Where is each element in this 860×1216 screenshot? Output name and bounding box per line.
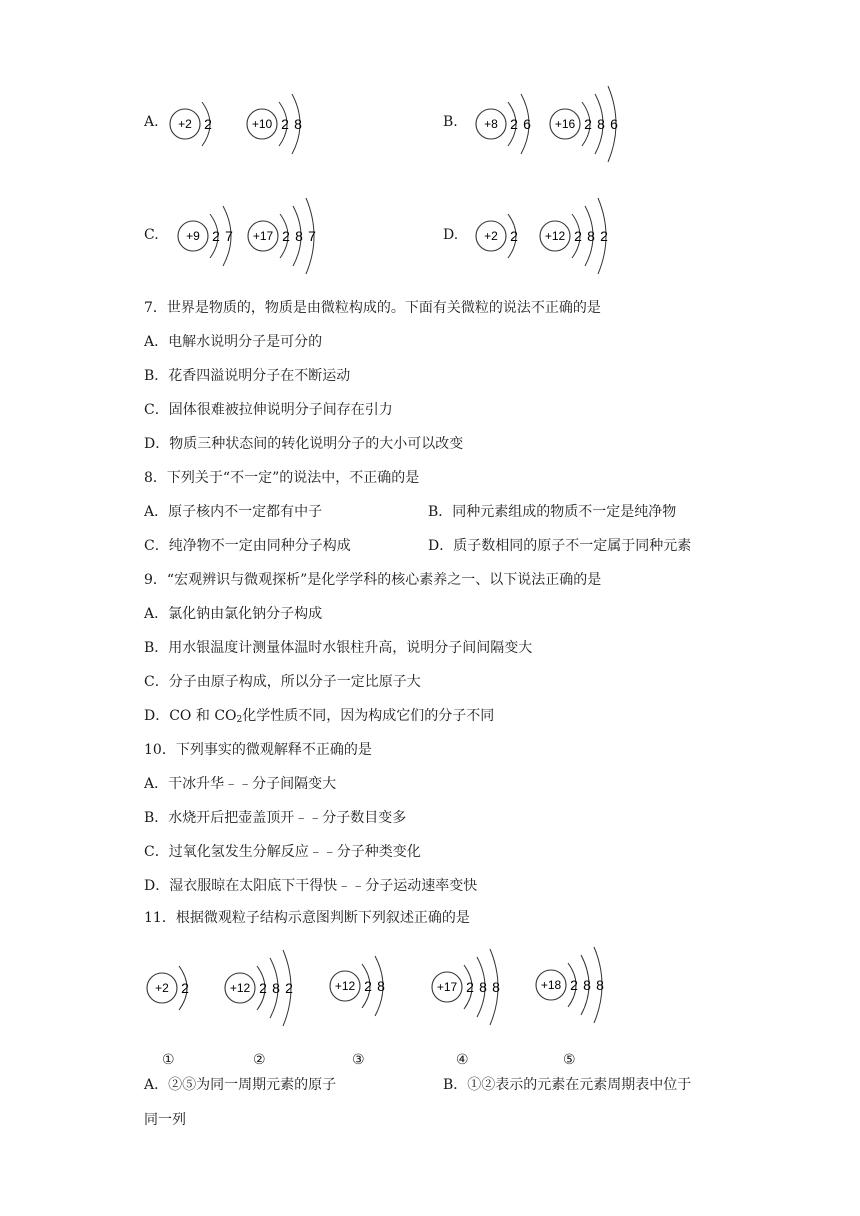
q11-mark-3: ③ xyxy=(352,1052,365,1068)
q9-option-d-suffix: 化学性质不同，因为构成它们的分子不同 xyxy=(242,708,495,724)
q6-option-a-atom-1 xyxy=(168,88,235,164)
q10-option-d: D．湿衣服晾在太阳底下干得快﹣﹣分子运动速率变快 xyxy=(144,878,478,894)
q10-option-a: A．干冰升华﹣﹣分子间隔变大 xyxy=(144,776,337,792)
q6-option-b-atom-1-nucleus-charge: +8 xyxy=(484,117,498,131)
q11-diagram-3-shell-electrons-1: 2 xyxy=(364,978,372,994)
q6-option-a-atom-2-shell-electrons-2: 8 xyxy=(294,116,302,132)
q6-option-c-atom-2-shell-electrons-3: 7 xyxy=(308,228,316,244)
q6-option-b-atom-2-shell-electrons-2: 8 xyxy=(597,116,605,132)
q11-stem: 11．根据微观粒子结构示意图判断下列叙述正确的是 xyxy=(144,910,470,926)
q6-option-c-atom-1-nucleus-charge: +9 xyxy=(186,229,200,243)
q11-diagram-2-shell-electrons-1: 2 xyxy=(259,980,267,996)
q9-option-d xyxy=(144,706,494,730)
q11-diagram-3 xyxy=(328,943,408,1033)
q6-option-a-atom-1-shell-electrons-1: 2 xyxy=(204,116,212,132)
q7-stem: 7．世界是物质的，物质是由微粒构成的。下面有关微粒的说法不正确的是 xyxy=(144,300,601,316)
q7-option-a: A．电解水说明分子是可分的 xyxy=(144,334,323,350)
q6-option-c-atom-2 xyxy=(246,186,339,290)
q11-diagram-1-shell-electrons-1: 2 xyxy=(181,980,189,996)
q8-option-d: D．质子数相同的原子不一定属于同种元素 xyxy=(428,538,692,554)
q11-diagram-5 xyxy=(534,935,627,1039)
q6-option-b-atom-2 xyxy=(548,74,641,178)
q11-diagram-5-nucleus-charge: +18 xyxy=(540,978,562,992)
q11-diagram-5-shell-electrons-2: 8 xyxy=(583,977,591,993)
q11-diagram-4-nucleus-charge: +17 xyxy=(436,980,458,994)
q6-option-a-atom-1-nucleus-charge: +2 xyxy=(178,117,192,131)
q6-option-c-label: C. xyxy=(144,227,159,243)
q9-stem: 9．“宏观辨识与微观探析”是化学学科的核心素养之一、以下说法正确的是 xyxy=(144,572,602,588)
q11-mark-2: ② xyxy=(253,1052,266,1068)
q6-option-b-atom-1-shell-electrons-2: 6 xyxy=(523,116,531,132)
q6-option-d-atom-2 xyxy=(538,186,631,290)
q11-option-b: B．①②表示的元素在元素周期表中位于 xyxy=(443,1077,692,1093)
q11-option-a: A．②⑤为同一周期元素的原子 xyxy=(144,1077,337,1093)
q6-option-c-atom-2-nucleus-charge: +17 xyxy=(252,229,274,243)
q11-diagram-1-nucleus-charge: +2 xyxy=(155,981,169,995)
q6-option-d-label: D. xyxy=(443,227,459,243)
q6-option-a-label: A. xyxy=(144,114,159,130)
q6-option-a-atom-2-nucleus-charge: +10 xyxy=(251,117,273,131)
q7-option-b: B．花香四溢说明分子在不断运动 xyxy=(144,368,351,384)
q8-option-c: C．纯净物不一定由同种分子构成 xyxy=(144,538,351,554)
q10-option-b: B．水烧开后把壶盖顶开﹣﹣分子数目变多 xyxy=(144,810,407,826)
q10-option-c: C．过氧化氢发生分解反应﹣﹣分子种类变化 xyxy=(144,844,421,860)
q11-mark-5: ⑤ xyxy=(563,1052,576,1068)
q6-option-c-atom-2-shell-electrons-1: 2 xyxy=(282,228,290,244)
q6-option-a-atom-2 xyxy=(245,81,325,171)
q6-option-c-atom-1-shell-electrons-1: 2 xyxy=(212,228,220,244)
q9-option-d-prefix: D．CO 和 CO xyxy=(144,708,237,724)
q8-option-a: A．原子核内不一定都有中子 xyxy=(144,504,323,520)
q6-option-b-atom-2-shell-electrons-1: 2 xyxy=(584,116,592,132)
q6-option-d-atom-2-shell-electrons-1: 2 xyxy=(574,228,582,244)
q6-option-d-atom-2-shell-electrons-3: 2 xyxy=(600,228,608,244)
q11-diagram-5-shell-electrons-1: 2 xyxy=(570,977,578,993)
q9-option-d-subscript: 2 xyxy=(236,715,243,725)
q11-diagram-4-shell-electrons-1: 2 xyxy=(466,979,474,995)
q6-option-d-atom-1-shell-electrons-1: 2 xyxy=(510,228,518,244)
q6-option-d-atom-1-nucleus-charge: +2 xyxy=(484,229,498,243)
q11-mark-4: ④ xyxy=(456,1052,469,1068)
q6-option-a-atom-2-shell-electrons-1: 2 xyxy=(281,116,289,132)
q6-option-b-atom-2-shell-electrons-3: 6 xyxy=(610,116,618,132)
q6-option-c-atom-2-shell-electrons-2: 8 xyxy=(295,228,303,244)
q11-diagram-4-shell-electrons-2: 8 xyxy=(479,979,487,995)
q11-diagram-2-nucleus-charge: +12 xyxy=(229,981,251,995)
q6-option-b-atom-2-nucleus-charge: +16 xyxy=(554,117,576,131)
q11-diagram-5-shell-electrons-3: 8 xyxy=(596,977,604,993)
q11-diagram-2 xyxy=(223,938,316,1042)
q11-diagram-4 xyxy=(430,937,523,1041)
q6-option-d-atom-2-shell-electrons-2: 8 xyxy=(587,228,595,244)
q9-option-a: A．氯化钠由氯化钠分子构成 xyxy=(144,606,323,622)
q11-option-b-continued: 同一列 xyxy=(144,1112,186,1128)
q8-stem: 8．下列关于“不一定”的说法中，不正确的是 xyxy=(144,470,420,486)
q11-diagram-2-shell-electrons-3: 2 xyxy=(285,980,293,996)
q8-option-b: B．同种元素组成的物质不一定是纯净物 xyxy=(428,504,677,520)
q6-option-d-atom-1 xyxy=(474,200,541,276)
q11-diagram-4-shell-electrons-3: 8 xyxy=(492,979,500,995)
q10-stem: 10．下列事实的微观解释不正确的是 xyxy=(144,742,372,758)
q9-option-b: B．用水银温度计测量体温时水银柱升高，说明分子间间隔变大 xyxy=(144,640,533,656)
q6-option-d-atom-2-nucleus-charge: +12 xyxy=(544,229,566,243)
q7-option-c: C．固体很难被拉伸说明分子间存在引力 xyxy=(144,402,393,418)
q11-diagram-2-shell-electrons-2: 8 xyxy=(272,980,280,996)
q6-option-c-atom-1 xyxy=(176,193,256,283)
q6-option-b-atom-1-shell-electrons-1: 2 xyxy=(510,116,518,132)
q9-option-c: C．分子由原子构成，所以分子一定比原子大 xyxy=(144,674,421,690)
q11-diagram-3-shell-electrons-2: 8 xyxy=(377,978,385,994)
q6-option-b-atom-1 xyxy=(474,81,554,171)
q11-diagram-1 xyxy=(145,952,212,1028)
q11-mark-1: ① xyxy=(162,1052,175,1068)
q7-option-d: D．物质三种状态间的转化说明分子的大小可以改变 xyxy=(144,436,464,452)
q6-option-b-label: B. xyxy=(443,114,458,130)
q6-option-c-atom-1-shell-electrons-2: 7 xyxy=(225,228,233,244)
q11-diagram-3-nucleus-charge: +12 xyxy=(334,979,356,993)
